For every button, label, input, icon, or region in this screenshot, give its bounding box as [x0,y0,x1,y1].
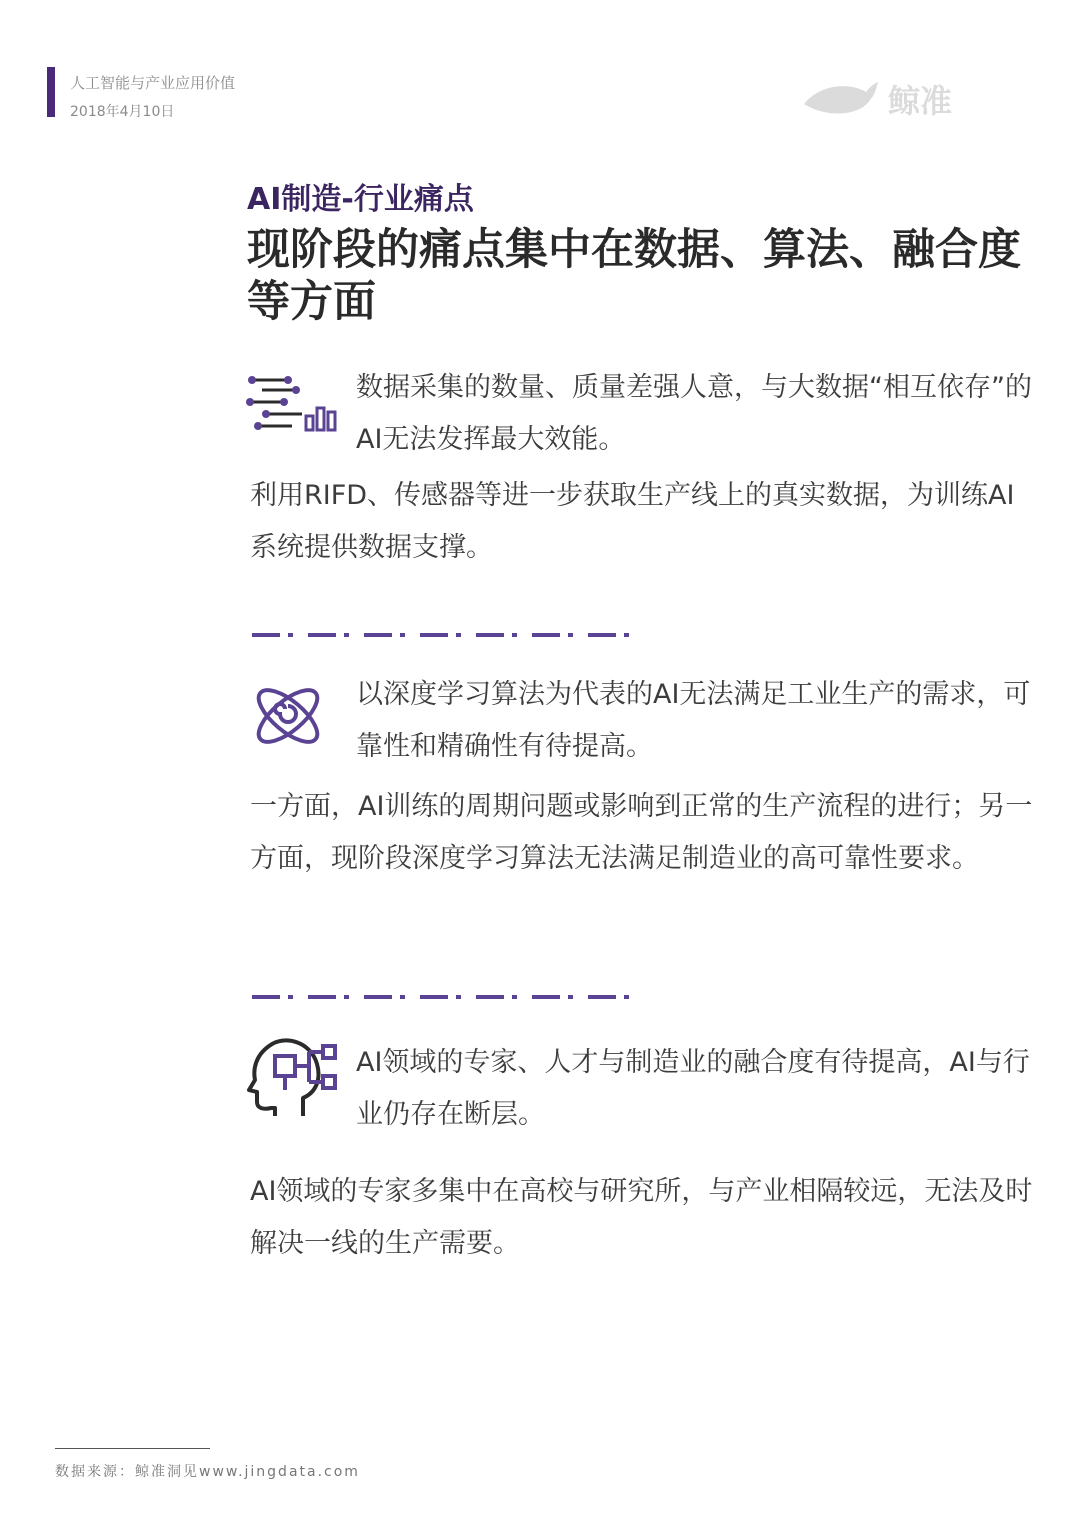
brand-logo-text: 鲸准 [888,82,953,120]
section-divider [252,633,642,637]
report-title: 人工智能与产业应用价值 [70,74,236,92]
page-headline: 现阶段的痛点集中在数据、算法、融合度等方面 [247,225,1021,327]
atom-algorithm-icon [248,676,328,760]
point-3-lead: AI领域的专家、人才与制造业的融合度有待提高，AI与行业仍存在断层。 [356,1047,1030,1130]
footer-rule [55,1448,210,1449]
section-divider [252,995,642,999]
point-1-detail: 利用RIFD、传感器等进一步获取生产线上的真实数据，为训练AI系统提供数据支撑。 [250,480,1015,563]
point-3-detail: AI领域的专家多集中在高校与研究所，与产业相隔较远，无法及时解决一线的生产需要。 [250,1176,1033,1259]
section-label: AI制造-行业痛点 [247,182,474,217]
header-accent-bar [47,67,55,117]
point-2-lead: 以深度学习算法为代表的AI无法满足工业生产的需求，可靠性和精确性有待提高。 [356,679,1031,762]
point-1-lead: 数据采集的数量、质量差强人意，与大数据“相互依存”的AI无法发挥最大效能。 [356,372,1032,455]
point-2-detail: 一方面，AI训练的周期问题或影响到正常的生产流程的进行；另一方面，现阶段深度学习算法无法满足制造业的高可靠性要求。 [250,791,1033,874]
ai-head-icon [245,1028,341,1124]
whale-logo-icon [800,74,880,124]
data-source: 数据来源：鲸准洞见www.jingdata.com [55,1464,360,1480]
data-network-icon [244,372,340,440]
brand-logo [800,74,952,124]
report-date: 2018年4月10日 [70,104,175,120]
